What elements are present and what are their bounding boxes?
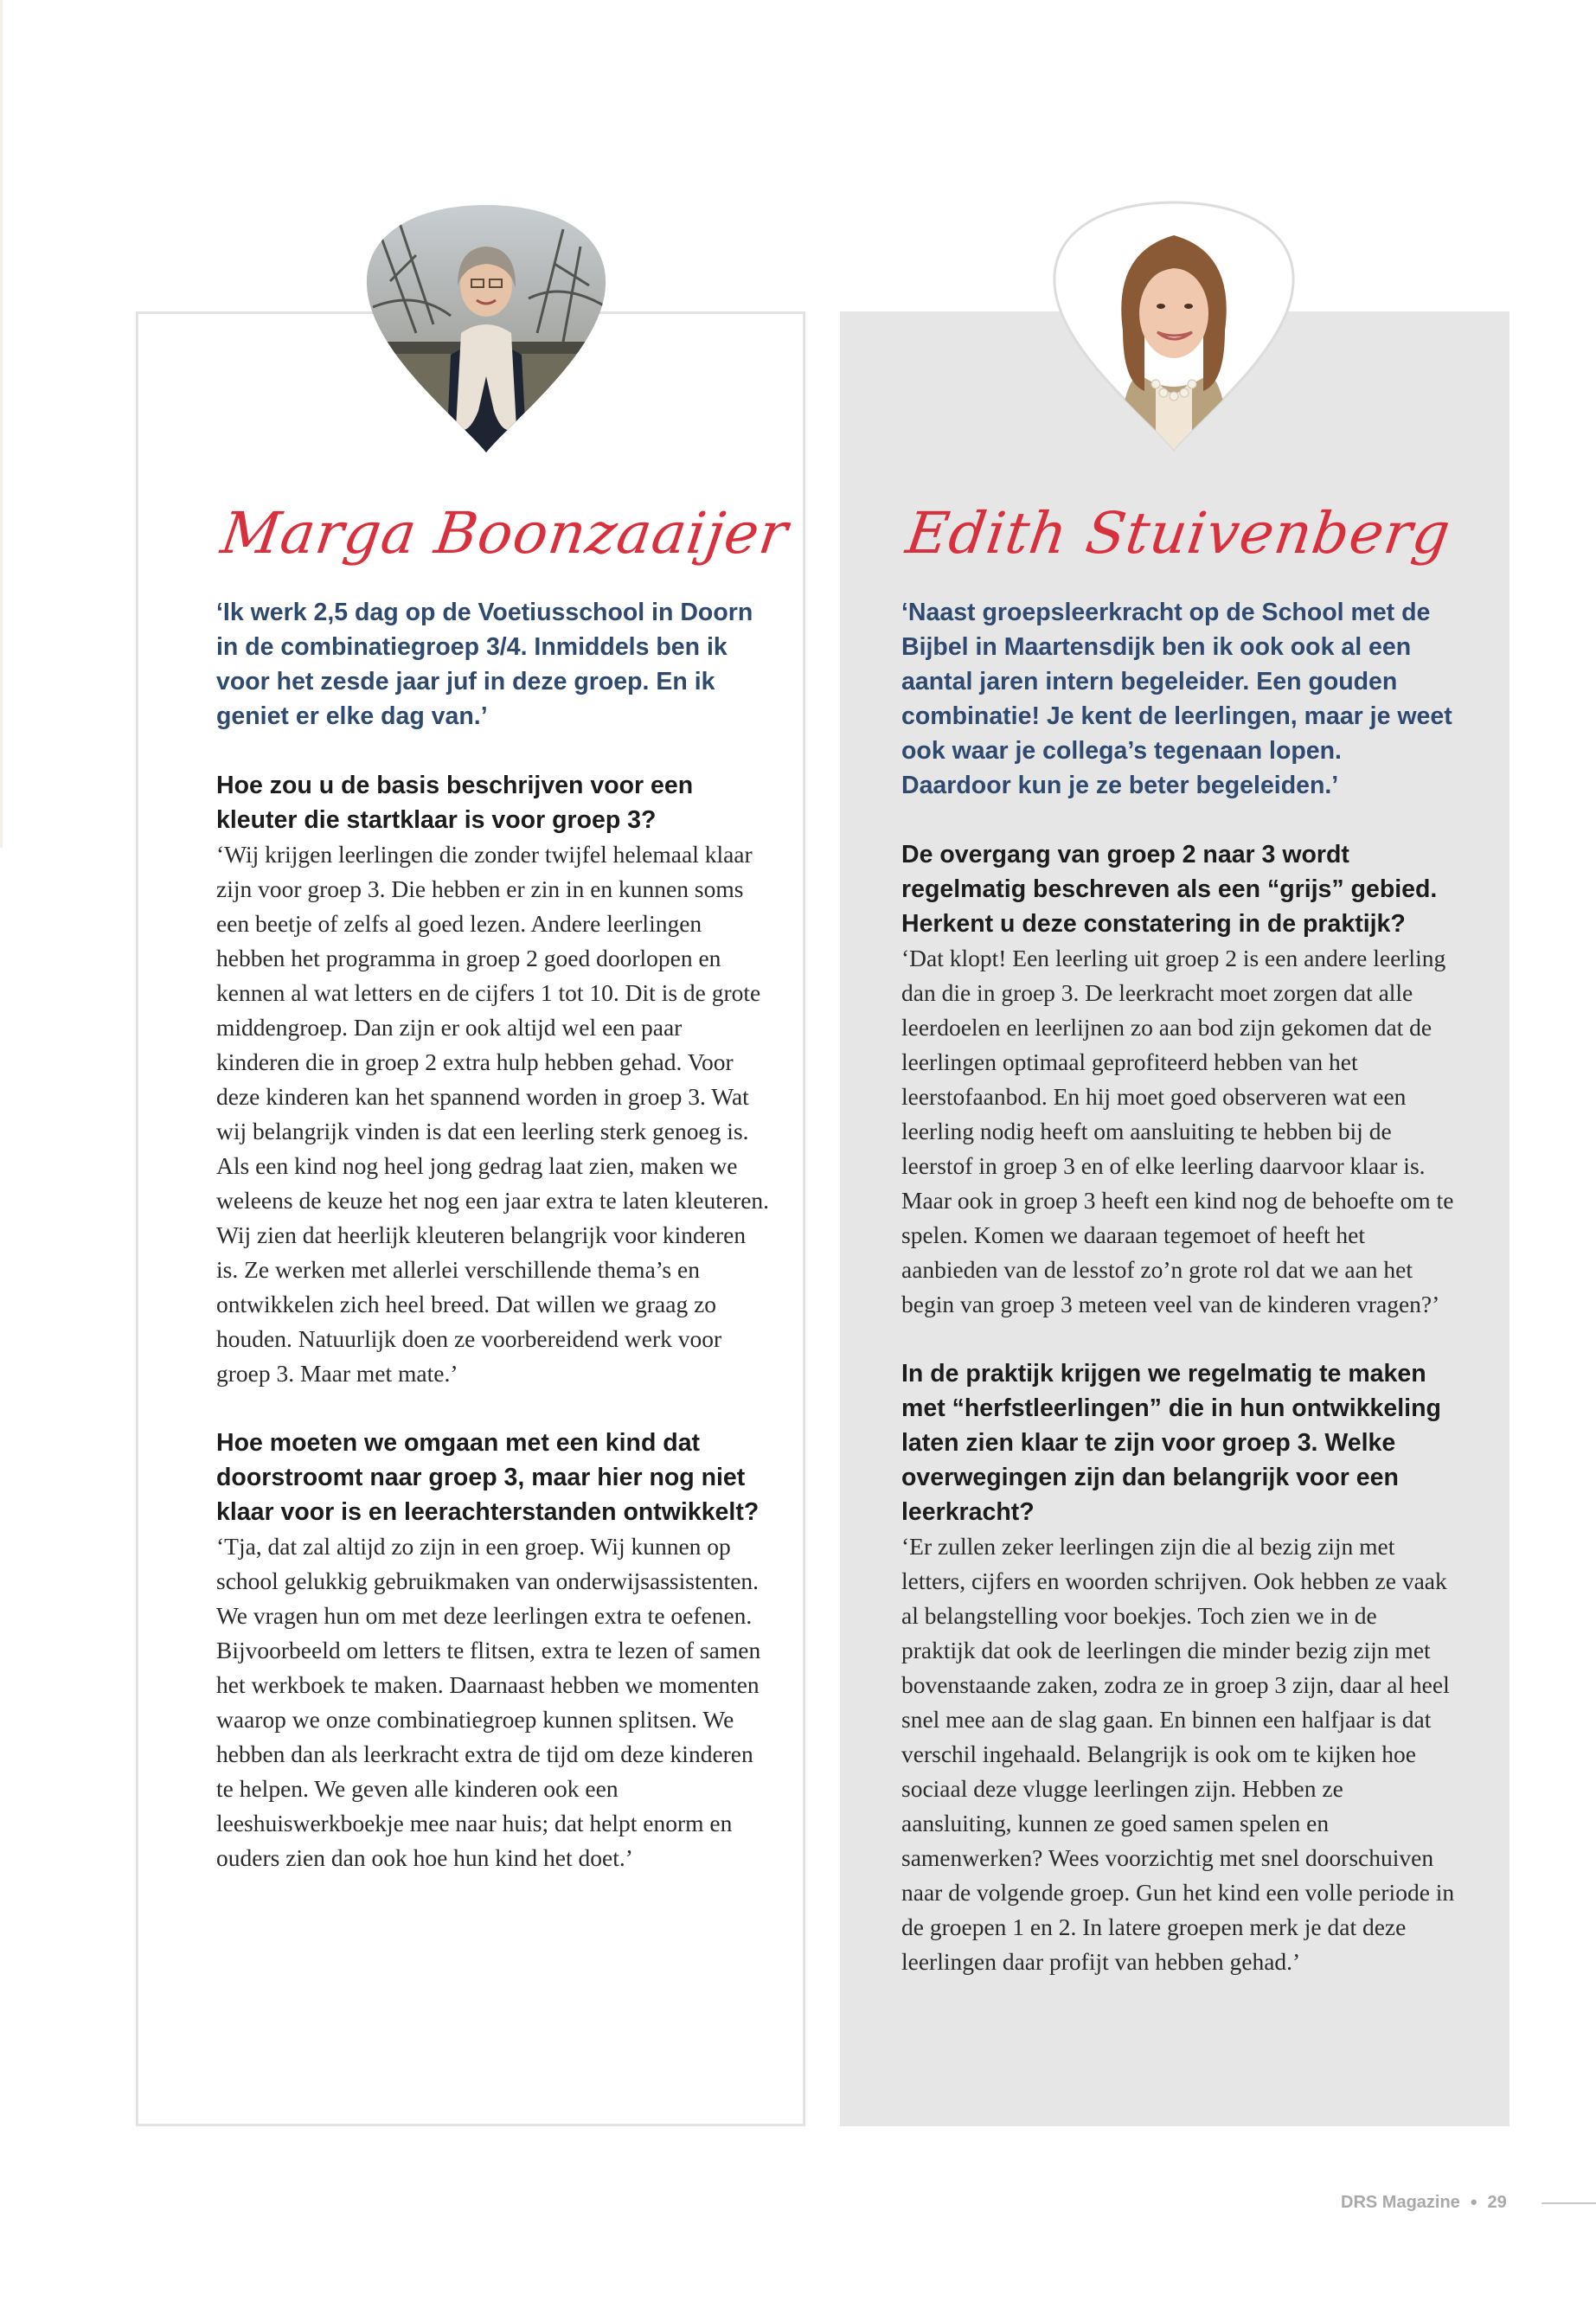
question: Hoe zou u de basis beschrijven voor een kleuter die startklaar is voor groep 3? <box>216 772 694 834</box>
answer: ‘Wij krijgen leerlingen die zonder twijfel helemaal klaar zijn voor groep 3. Die hebben er zin in en kunnen soms een beetje of zelfs al goed lezen. Andere leerlingen hebben het programma in groep 2 goed doorlopen en kennen al wat letters en de cijfers 1 tot 10. Dit is de grote middengroep. Dan zijn er ook altijd wel een paar kinderen die in groep 2 extra hulp hebben gehad. Voor deze kinderen kan het spannend worden in groep 3. Wat wij belangrijk vinden is dat een leerling sterk genoeg is. Als een kind nog heel jong gedrag laat zien, maken we weleens de keuze het nog een jaar extra te laten kleuteren. Wij zien dat heerlijk kleuteren belangrijk voor kinderen is. Ze werken met allerlei verschillende thema’s en ontwikkelen zich heel breed. Dat willen we graag zo houden. Natuurlijk doen ze voorbereidend werk voor groep 3. Maar met mate.’ <box>216 841 770 1387</box>
interview-column-left <box>216 495 792 1910</box>
answer: ‘Tja, dat zal altijd zo zijn in een groep. Wij kunnen op school gelukkig gebruikmaken van onderwijsassistenten. We vragen hun om met deze leerlingen extra te oefenen. Bijvoorbeeld om letters te flitsen, extra te lezen of samen het werkboek te maken. Daarnaast hebben we momenten waarop we onze combinatiegroep kunnen splitsen. We hebben dan als leerkracht extra de tijd om deze kinderen te helpen. We geven alle kinderen ook een leeshuiswerkboekje mee naar huis; dat helpt enorm en ouders zien dan ook hoe hun kind het doet.’ <box>216 1533 761 1871</box>
portrait-marga <box>364 203 608 454</box>
person-name: Edith Stuivenberg <box>901 500 1455 567</box>
footer-rule <box>1542 2202 1596 2204</box>
interview-column-right <box>901 495 1455 2014</box>
magazine-name: DRS Magazine <box>1341 2192 1460 2212</box>
question: De overgang van groep 2 naar 3 wordt regelmatig beschreven als een “grijs” gebied. Herkent u deze constatering in de praktijk? <box>901 841 1438 938</box>
person-name: Marga Boonzaaijer <box>216 500 792 567</box>
intro-quote: ‘Naast groepsleerkracht op de School met de Bijbel in Maartensdijk ben ik ook ook al een aantal jaren intern begeleider. Een gouden combinatie! Je kent de leerlingen, maar je weet ook waar je collega’s tegenaan lopen. Daardoor kun je ze beter begeleiden.’ <box>901 599 1452 799</box>
intro-quote: ‘Ik werk 2,5 dag op de Voetiusschool in Doorn in de combinatiegroep 3/4. Inmiddels ben ik voor het zesde jaar juf in deze groep. En ik geniet er elke dag van.’ <box>216 599 753 730</box>
page-edge-strip <box>0 0 3 848</box>
footer-separator: • <box>1470 2191 1477 2213</box>
question: Hoe moeten we omgaan met een kind dat doorstroomt naar groep 3, maar hier nog niet klaar voor is en leerachterstanden ontwikkelt? <box>216 1429 760 1526</box>
page-number: 29 <box>1487 2192 1507 2212</box>
portrait-edith <box>1052 201 1296 452</box>
page-footer <box>1341 2191 1507 2214</box>
answer: ‘Dat klopt! Een leerling uit groep 2 is een andere leerling dan die in groep 3. De leerkracht moet zorgen dat alle leerdoelen en leerlijnen zo aan bod zijn gekomen dat de leerlingen optimaal geprofiteerd hebben van het leerstofaanbod. En hij moet goed observeren wat een leerling nodig heeft om aansluiting te hebben bij de leerstof in groep 3 en of elke leerling daarvoor klaar is. Maar ook in groep 3 heeft een kind nog de behoefte om te spelen. Komen we daaraan tegemoet of heeft het aanbieden van de lesstof zo’n grote rol dat we aan het begin van groep 3 meteen veel van de kinderen vragen?’ <box>901 945 1454 1317</box>
answer: ‘Er zullen zeker leerlingen zijn die al bezig zijn met letters, cijfers en woorden schrijven. Ook hebben ze vaak al belangstelling voor boekjes. Toch zien we in de praktijk dat ook de leerlingen die minder bezig zijn met bovenstaande zaken, zodra ze in groep 3 zijn, daar al heel snel mee aan de slag gaan. En binnen een halfjaar is dat verschil ingehaald. Belangrijk is ook om te kijken hoe sociaal deze vlugge leerlingen zijn. Hebben ze aansluiting, kunnen ze goed samen spelen en samenwerken? Wees voorzichtig met snel doorschuiven naar de volgende groep. Gun het kind een volle periode in de groepen 1 en 2. In latere groepen merk je dat deze leerlingen daar profijt van hebben gehad.’ <box>901 1533 1455 1975</box>
question: In de praktijk krijgen we regelmatig te maken met “herfstleerlingen” die in hun ontwikkeling laten zien klaar te zijn voor groep 3. Welke overwegingen zijn dan belangrijk voor een leerkracht? <box>901 1360 1441 1526</box>
